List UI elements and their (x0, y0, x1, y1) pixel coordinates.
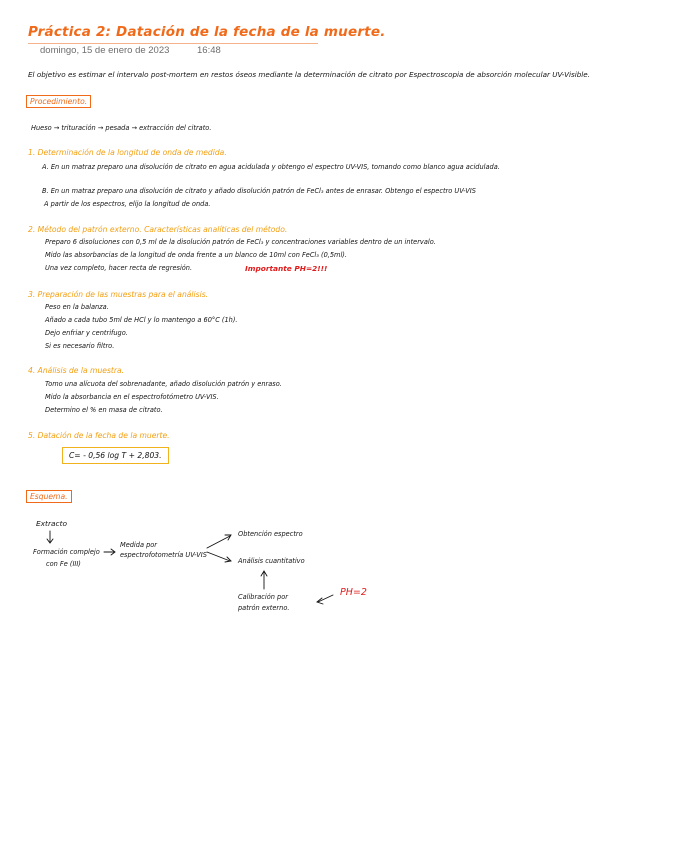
step-4-line-3: Determino el % en masa de citrato. (45, 406, 163, 414)
step-5-title: 5. Datación de la fecha de la muerte. (28, 431, 170, 440)
esquema-label: Esquema. (26, 490, 72, 503)
step-1-line-a: A. En un matraz preparo una disolución de citrato en agua acidulada y obtengo el espectro UV-VIS, tomando como blanco agua acidulada. (42, 163, 500, 171)
formula-box: C= - 0,56 log T + 2,803. (62, 447, 169, 464)
esquema-calibracion-line-1: Calibración por (238, 593, 288, 601)
intro-text: El objetivo es estimar el intervalo post-mortem en restos óseos mediante la determinación de citrato por Espectroscopia de absorción molecular UV-Visible. (28, 70, 591, 79)
esquema-extracto: Extracto (36, 519, 67, 528)
esquema-ph-note: PH=2 (340, 587, 367, 598)
step-4-line-2: Mido la absorbancia en el espectrofotómetro UV-VIS. (45, 393, 219, 401)
step-2-line-1: Preparo 6 disoluciones con 0,5 ml de la disolución patrón de FeCl₃ y concentraciones variables dentro de un intervalo. (45, 238, 436, 246)
title-underline (28, 43, 318, 44)
step-2-important-note: Importante PH=2!!! (245, 264, 328, 273)
esquema-formacion-line-1: Formación complejo (33, 548, 100, 556)
step-3-line-2: Añado a cada tubo 5ml de HCl y lo mantengo a 60°C (1h). (45, 316, 238, 324)
step-4-line-1: Tomo una alícuota del sobrenadante, añado disolución patrón y enraso. (45, 380, 282, 388)
step-3-title: 3. Preparación de las muestras para el análisis. (28, 290, 209, 299)
step-1-title: 1. Determinación de la longitud de onda de medida. (28, 148, 227, 157)
step-2-title: 2. Método del patrón externo. Características analíticas del método. (28, 225, 288, 234)
procedimiento-flow: Hueso → trituración → pesada → extracción del citrato. (31, 124, 212, 132)
step-2-line-2: Mido las absorbancias de la longitud de onda frente a un blanco de 10ml con FeCl₃ (0,5ml). (45, 251, 347, 259)
esquema-formacion-line-2: con Fe (III) (46, 560, 81, 568)
arrow-from-ph (318, 595, 333, 602)
step-3-line-1: Peso en la balanza. (45, 303, 109, 311)
step-1-line-c: A partir de los espectros, elijo la longitud de onda. (44, 200, 211, 208)
step-3-line-4: Si es necesario filtro. (45, 342, 115, 350)
step-2-line-3: Una vez completo, hacer recta de regresión. (45, 264, 193, 272)
procedimiento-label: Procedimiento. (26, 95, 91, 108)
page-date: domingo, 15 de enero de 2023 (40, 45, 170, 56)
arrow-to-espectro (207, 536, 230, 548)
arrow-to-cuantitativo (207, 552, 230, 561)
esquema-medida-line-1: Medida por (120, 541, 158, 549)
esquema-calibracion-line-2: patrón externo. (238, 604, 290, 612)
page-title: Práctica 2: Datación de la fecha de la muerte. (28, 24, 386, 40)
step-3-line-3: Dejo enfriar y centrifugo. (45, 329, 128, 337)
step-1-line-b: B. En un matraz preparo una disolución de citrato y añado disolución patrón de FeCl₃ antes de enrasar. Obtengo el espectro UV-VIS (42, 187, 476, 195)
page-time: 16:48 (197, 45, 221, 56)
esquema-analisis-cuantitativo: Análisis cuantitativo (238, 557, 305, 565)
esquema-medida-line-2: espectrofotometría UV-VIS (120, 551, 207, 559)
step-4-title: 4. Análisis de la muestra. (28, 366, 125, 375)
esquema-obtencion-espectro: Obtención espectro (238, 530, 303, 538)
